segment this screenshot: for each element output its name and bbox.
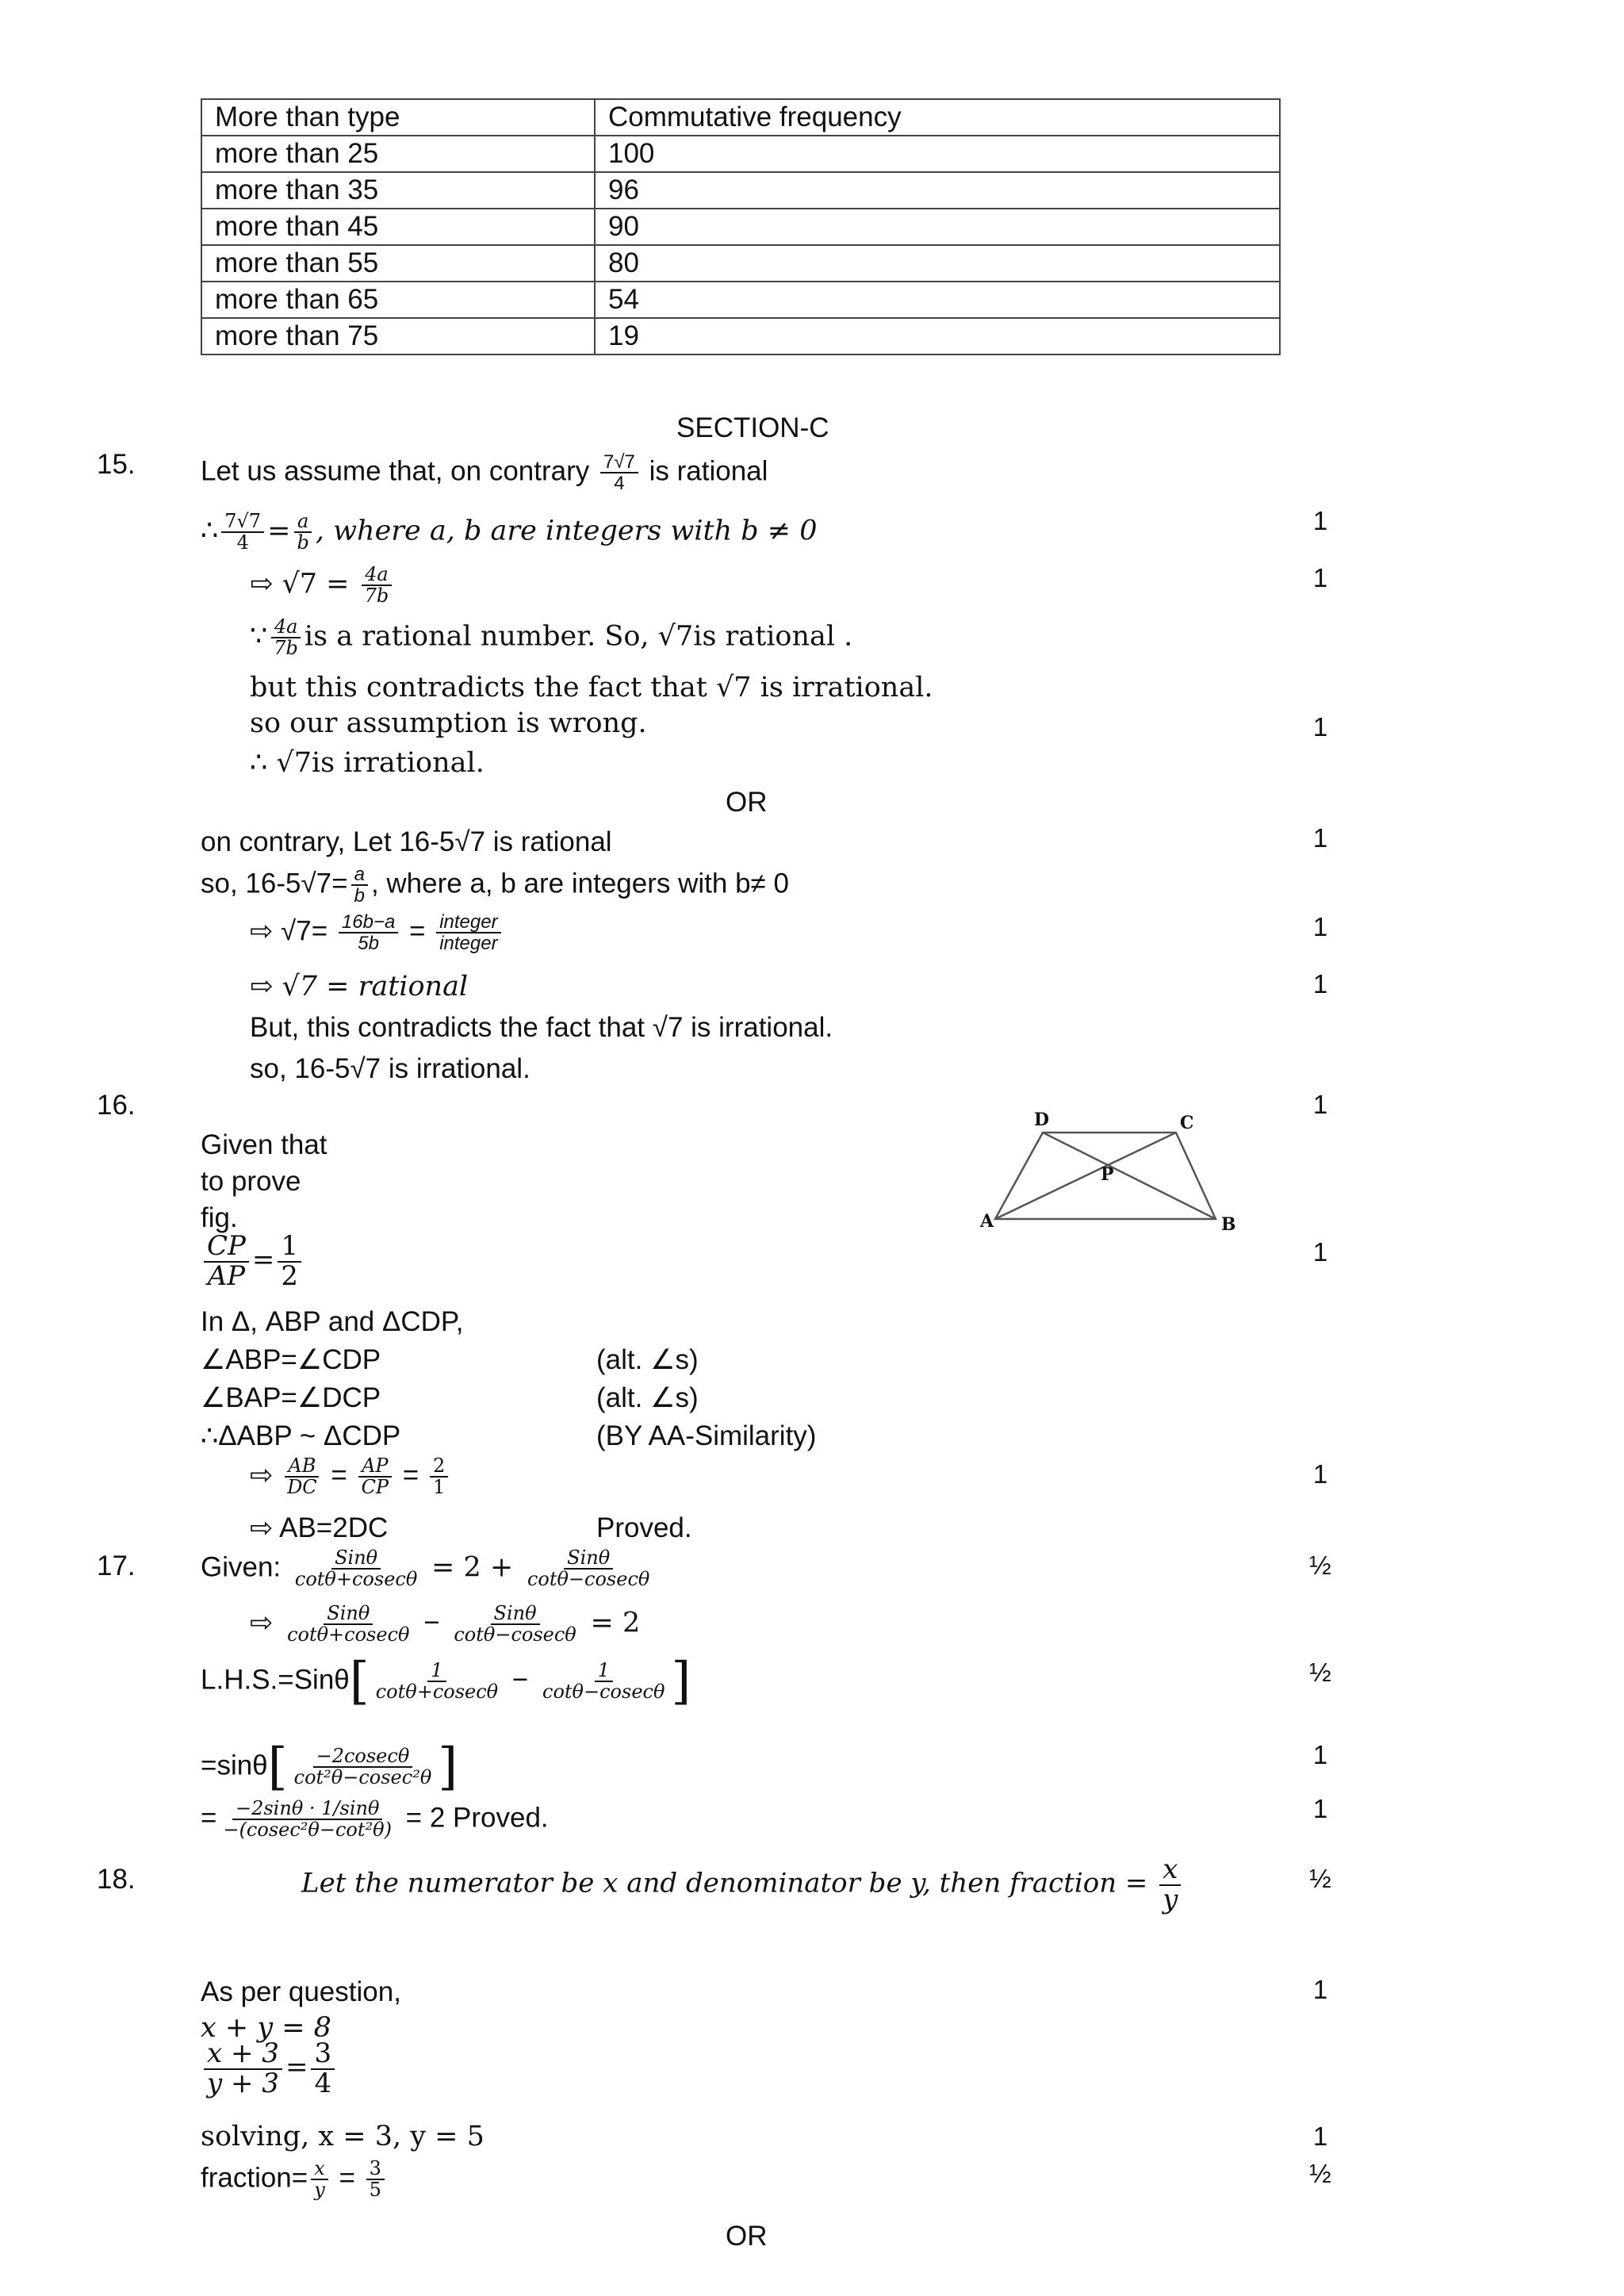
fraction — [436, 912, 500, 953]
numerator: integer — [436, 912, 500, 933]
q16-stmt-3: ∴ΔABP ~ ΔCDP — [201, 1420, 401, 1451]
mark: 1 — [1312, 506, 1328, 535]
table-row — [201, 245, 1280, 282]
numerator: 7√7 — [600, 452, 638, 473]
numerator: 1 — [427, 1661, 446, 1682]
q18-eq-2: $\frac{x + 3}{y + 3}$ = $\frac{3}{4}$ — [201, 2040, 338, 2098]
denominator: y + 3 — [207, 2067, 279, 2099]
q16-given: Given that — [201, 1129, 327, 1160]
fraction — [339, 912, 398, 953]
vertex-label-b: B — [1221, 1214, 1236, 1235]
denominator: 4 — [314, 2067, 332, 2099]
q18-eq-1: x + y = 8 — [201, 2012, 331, 2044]
text: so, 16-5√7= — [201, 868, 348, 899]
numerator: x + 3 — [204, 2040, 282, 2070]
fraction — [311, 2037, 335, 2099]
table-row — [201, 318, 1280, 355]
text: Let us assume that, on contrary — [201, 455, 590, 487]
denominator: 1 — [432, 1476, 446, 1499]
bracket: ] — [438, 1738, 458, 1796]
fraction — [284, 1456, 320, 1497]
or-separator: OR — [726, 2221, 768, 2252]
denominator: y — [314, 2179, 325, 2202]
table-cell: more than 45 — [201, 209, 595, 245]
fraction — [220, 1799, 394, 1840]
text: ⇨ √7= — [250, 915, 328, 947]
q15-alt-2 — [201, 864, 789, 906]
text: =sinθ — [201, 1750, 268, 1781]
fraction — [221, 512, 264, 553]
vertex-label-c: C — [1180, 1113, 1194, 1133]
text: = 2 — [590, 1607, 641, 1639]
numerator: 2 — [430, 1456, 448, 1478]
q16-proved: Proved. — [596, 1512, 692, 1543]
denominator: integer — [439, 933, 498, 955]
cumulative-frequency-table — [201, 98, 1281, 355]
table-cell: 100 — [595, 136, 1280, 172]
table-row — [201, 172, 1280, 209]
denominator: 2 — [281, 1259, 299, 1292]
denominator: cotθ−cosecθ — [454, 1623, 576, 1646]
numerator: x — [311, 2159, 328, 2180]
q15-alt-3: ⇨ √7= $\frac{16b-a}{5b}$ = $\frac{\text{integer}}{\text{integer}}$ — [250, 912, 504, 953]
fraction — [291, 1746, 435, 1788]
denominator: cotθ−cosecθ — [527, 1568, 650, 1591]
text: is rational — [649, 455, 768, 487]
q16-stmt-5: ⇨ AB=2DC — [250, 1512, 389, 1543]
fraction — [450, 1604, 579, 1645]
text: ∵ — [250, 620, 268, 653]
mark: 1 — [1312, 912, 1328, 941]
q16-fig: fig. — [201, 1202, 238, 1233]
text: is a rational number. So, √7is rational . — [304, 620, 853, 653]
fraction — [284, 1604, 412, 1645]
or-separator: OR — [726, 787, 768, 818]
mark: 1 — [1312, 1459, 1328, 1489]
numerator: CP — [204, 1232, 249, 1263]
fraction — [293, 512, 312, 553]
mark: ½ — [1309, 2159, 1331, 2188]
numerator: 4a — [271, 617, 301, 638]
section-title: SECTION-C — [676, 412, 829, 443]
fraction — [292, 1548, 420, 1589]
denominator: −(cosec²θ−cot²θ) — [223, 1819, 392, 1842]
question-number: 15. — [97, 449, 136, 480]
vertex-label-d: D — [1034, 1110, 1050, 1130]
bracket: ] — [671, 1652, 691, 1711]
fraction — [524, 1548, 653, 1589]
numerator: AB — [285, 1456, 319, 1478]
q16-to-prove: to prove — [201, 1166, 301, 1197]
mark: 1 — [1312, 1090, 1328, 1119]
denominator: b — [354, 885, 365, 907]
mark: ½ — [1309, 1550, 1331, 1580]
denominator: 5 — [369, 2179, 381, 2202]
table-cell: more than 65 — [201, 282, 595, 318]
fraction — [270, 617, 301, 658]
text: = 2 + — [431, 1551, 514, 1584]
q17-given — [201, 1548, 656, 1589]
mark: 1 — [1312, 1975, 1328, 2004]
text: ⇨ √7 = — [250, 568, 350, 600]
bracket: [ — [349, 1652, 370, 1711]
denominator: cotθ+cosecθ — [287, 1623, 410, 1646]
fraction — [204, 1232, 249, 1290]
denominator: 4 — [236, 531, 249, 554]
question-number: 16. — [97, 1090, 136, 1121]
q15-alt-5: But, this contradicts the fact that √7 is irrational. — [250, 1012, 833, 1043]
numerator: −2sinθ · 1/sinθ — [232, 1799, 382, 1820]
q16-stmt-4: ⇨ $\frac{AB}{DC}$ = $\frac{AP}{CP}$ = $\frac{2}{1}$ — [250, 1456, 451, 1497]
question-number: 18. — [97, 1864, 136, 1895]
q15-step-5: so our assumption is wrong. — [250, 707, 647, 739]
q15-alt-4: ⇨ √7 = rational — [250, 971, 469, 1002]
table-row — [201, 136, 1280, 172]
numerator: 1 — [278, 1232, 301, 1263]
numerator: x — [1159, 1856, 1181, 1886]
text: ⇨ — [250, 1459, 274, 1491]
q17-lhs: L.H.S.=Sinθ[ $\frac{1}{\cot\theta+cosec\theta}$ − $\frac{1}{\cot\theta-cosec\theta}$ ] — [201, 1652, 691, 1711]
table-row — [201, 209, 1280, 245]
q16-triangles: In Δ, ABP and ΔCDP, — [201, 1306, 464, 1337]
q16-reason-1: (alt. ∠s) — [596, 1344, 699, 1375]
q15-step-6: ∴ √7is irrational. — [250, 747, 485, 779]
numerator: 1 — [595, 1661, 613, 1682]
fraction — [351, 864, 368, 906]
denominator: cotθ+cosecθ — [294, 1568, 418, 1591]
table-cell: more than 55 — [201, 245, 595, 282]
fraction — [1159, 1853, 1181, 1915]
table-cell: more than 35 — [201, 172, 595, 209]
numerator: −2cosecθ — [313, 1746, 413, 1768]
mark: 1 — [1312, 2122, 1328, 2151]
mark: 1 — [1312, 712, 1328, 742]
fraction — [600, 452, 638, 493]
numerator: a — [351, 864, 368, 886]
numerator: 7√7 — [221, 512, 264, 533]
table-row — [201, 282, 1280, 318]
denominator: cot²θ−cosec²θ — [293, 1766, 432, 1788]
fraction — [539, 1658, 668, 1703]
text: Given: — [201, 1551, 282, 1583]
q15-alt-6: so, 16-5√7 is irrational. — [250, 1053, 530, 1084]
denominator: 4 — [614, 473, 625, 495]
numerator: a — [294, 512, 312, 533]
fraction — [366, 2159, 385, 2200]
text: = 2 Proved. — [405, 1802, 549, 1834]
fraction — [278, 1232, 301, 1290]
table-cell: 96 — [595, 172, 1280, 209]
q16-stmt-1: ∠ABP=∠CDP — [201, 1344, 381, 1375]
q16-reason-3: (BY AA-Similarity) — [596, 1420, 817, 1451]
denominator: cotθ−cosecθ — [542, 1681, 665, 1703]
point-label-p: P — [1101, 1164, 1114, 1185]
denominator: 5b — [358, 933, 379, 955]
mark: 1 — [1312, 1237, 1328, 1267]
denominator: 7b — [364, 585, 389, 608]
q17-step-3 — [201, 1738, 458, 1796]
numerator: 3 — [366, 2159, 385, 2180]
table-header-cell: Commutative frequency — [595, 99, 1280, 136]
mark: 1 — [1312, 823, 1328, 853]
table-cell: more than 75 — [201, 318, 595, 355]
q15-step-2 — [250, 565, 395, 606]
vertex-label-a: A — [980, 1211, 994, 1232]
table-cell: 54 — [595, 282, 1280, 318]
numerator: 16b−a — [339, 912, 398, 933]
q15-assume-line — [201, 452, 768, 493]
q17-step-1: ⇨ $\frac{\text{Sinθ}}{\cot\theta+cosec\theta}$ − $\frac{\text{Sinθ}}{\cot\theta-cosec\theta}$ = 2 — [250, 1602, 641, 1646]
denominator: y — [1162, 1883, 1178, 1915]
text: ⇨ — [250, 1607, 274, 1639]
table-header-row — [201, 99, 1280, 136]
question-number: 17. — [97, 1550, 136, 1581]
numerator: 4a — [362, 565, 392, 586]
q18-as-per: As per question, — [201, 1976, 401, 2007]
fraction — [362, 565, 393, 606]
fraction — [358, 1456, 393, 1497]
denominator: 7b — [274, 637, 298, 660]
q18-let — [301, 1853, 1184, 1915]
numerator: AP — [358, 1456, 391, 1478]
mark: ½ — [1309, 1658, 1331, 1687]
text: L.H.S.=Sinθ — [201, 1664, 350, 1696]
table-header-cell: More than type — [201, 99, 595, 136]
q15-step-3 — [250, 617, 852, 658]
text: , where a, b are integers with b ≠ 0 — [315, 515, 818, 547]
mark: 1 — [1312, 1794, 1328, 1823]
denominator: cotθ+cosecθ — [375, 1681, 499, 1703]
trapezium-figure — [975, 1106, 1245, 1241]
numerator: Sinθ — [564, 1548, 613, 1570]
q16-reason-2: (alt. ∠s) — [596, 1382, 699, 1413]
table-cell: 19 — [595, 318, 1280, 355]
q17-step-4: = $\frac{-2\sin\theta \cdot 1/\sin\theta}{\text{−(cosec²θ−cot²θ)}}$ = 2 Proved. — [201, 1797, 549, 1842]
text: Let the numerator be x and denominator be y, then fraction = — [301, 1867, 1148, 1899]
mark: 1 — [1312, 563, 1328, 592]
fraction — [373, 1658, 501, 1703]
denominator: b — [297, 531, 309, 554]
table-cell: more than 25 — [201, 136, 595, 172]
mark: 1 — [1312, 969, 1328, 999]
q15-step-1: ∴ $\frac{7√7}{4}$ = $\frac{a}{b}$ , where a, b are integers with b ≠ 0 — [201, 510, 818, 554]
table-cell: 80 — [595, 245, 1280, 282]
numerator: Sinθ — [491, 1604, 540, 1625]
numerator: 3 — [311, 2040, 335, 2070]
denominator: DC — [287, 1476, 317, 1499]
mark: ½ — [1309, 1864, 1331, 1893]
q18-solving: solving, x = 3, y = 5 — [201, 2121, 485, 2152]
table-cell: 90 — [595, 209, 1280, 245]
numerator: Sinθ — [324, 1604, 373, 1625]
bracket: [ — [267, 1738, 288, 1796]
q15-alt-1: on contrary, Let 16-5√7 is rational — [201, 826, 612, 857]
mark: 1 — [1312, 1740, 1328, 1769]
fraction — [430, 1456, 448, 1497]
q18-fraction: fraction= $\frac{x}{y}$ = $\frac{3}{5}$ — [201, 2159, 388, 2200]
numerator: Sinθ — [331, 1548, 381, 1570]
text: fraction= — [201, 2162, 308, 2194]
fraction — [204, 2037, 282, 2099]
denominator: CP — [361, 1476, 389, 1499]
q16-ratio: $\frac{CP}{AP}$ = $\frac{1}{2}$ — [201, 1232, 304, 1290]
fraction — [311, 2159, 328, 2200]
text: , where a, b are integers with b≠ 0 — [370, 868, 789, 899]
q15-step-4: but this contradicts the fact that √7 is irrational. — [250, 672, 933, 703]
q16-stmt-2: ∠BAP=∠DCP — [201, 1382, 381, 1413]
denominator: AP — [207, 1259, 246, 1292]
